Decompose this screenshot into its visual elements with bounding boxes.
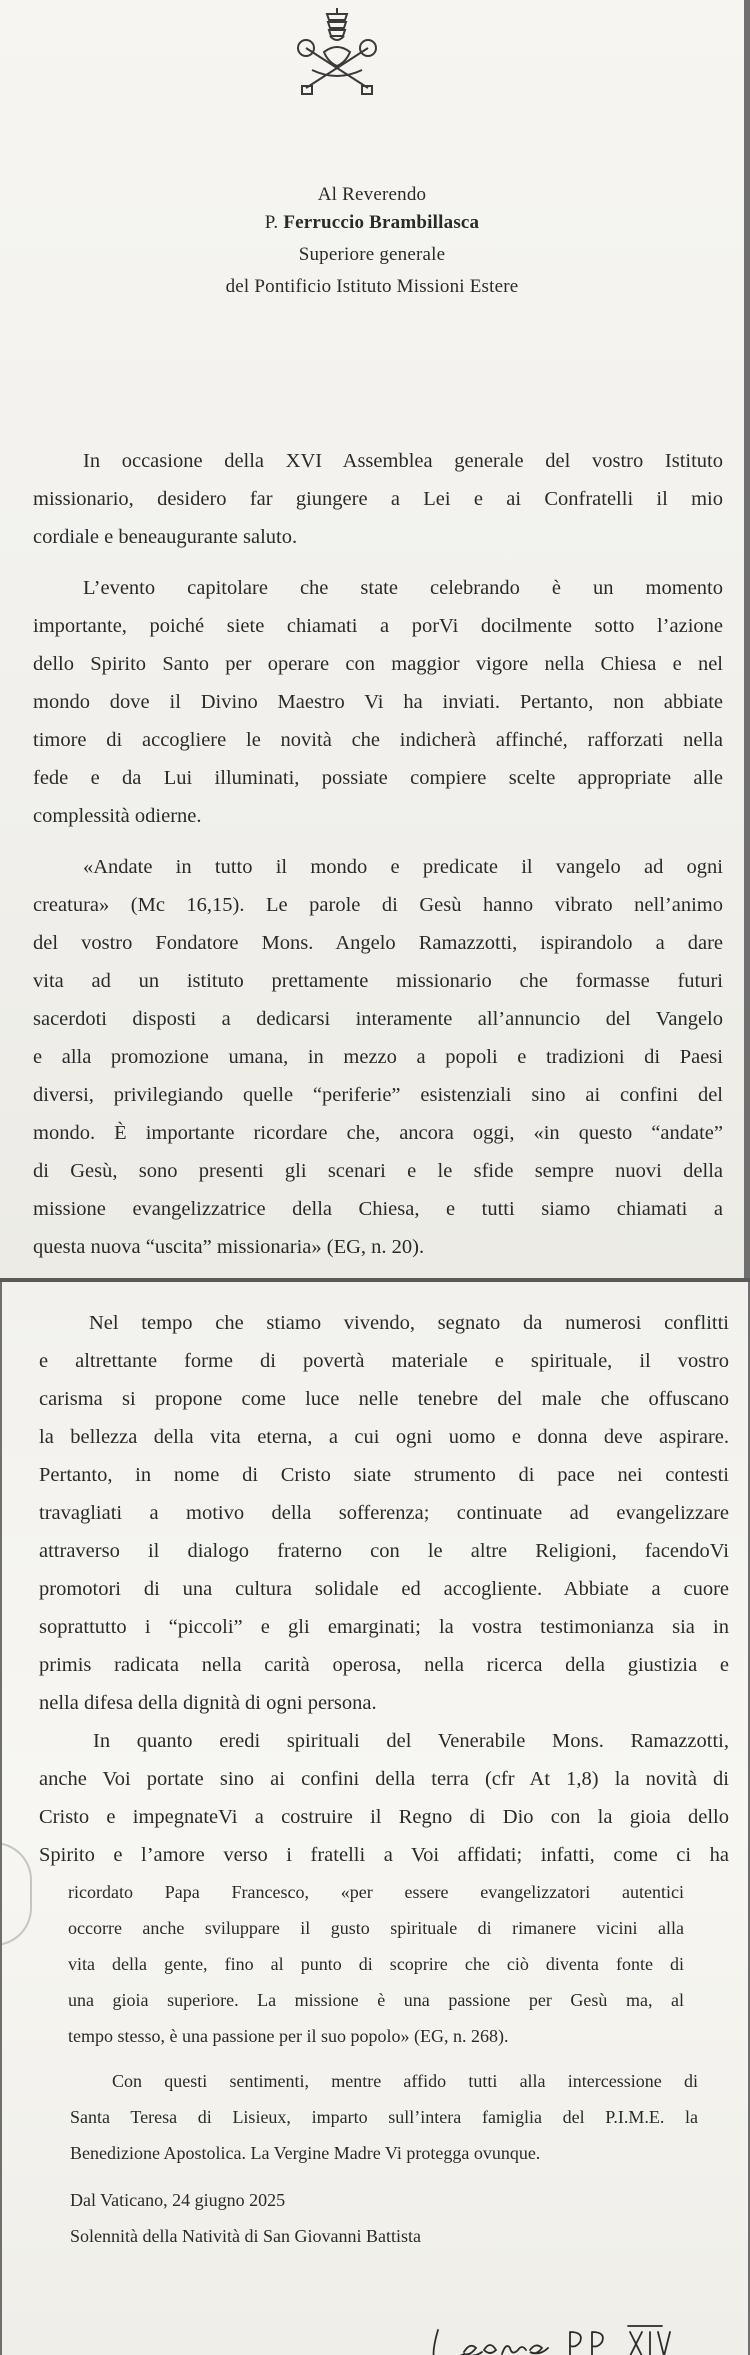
- text-line: soprattutto i “piccoli” e gli emarginati; la vostra testimonianza sia in: [39, 1616, 729, 1638]
- text-line: missione evangelizzatrice della Chiesa, e tutti siamo chiamati a: [33, 1198, 723, 1220]
- text-line: attraverso il dialogo fraterno con le altre Religioni, facendoVi: [39, 1540, 729, 1562]
- address-prefix: P.: [264, 212, 279, 233]
- text-line: fede e da Lui illuminati, possiate compiere scelte appropriate alle: [33, 767, 723, 789]
- paragraph-4: [39, 1304, 729, 1722]
- text-line: questa nuova “uscita” missionaria» (EG, n. 20).: [33, 1236, 425, 1258]
- text-line: «Andate in tutto il mondo e predicate il vangelo ad ogni: [83, 856, 723, 878]
- text-line: In occasione della XVI Assemblea generale del vostro Istituto: [83, 450, 723, 472]
- text-line: L’evento capitolare che state celebrando è un momento: [83, 577, 723, 599]
- text-line: dello Spirito Santo per operare con maggior vigore nella Chiesa e nel: [33, 653, 723, 675]
- address-line-3: Superiore generale: [298, 244, 446, 265]
- binding-ring: [2, 1842, 32, 1946]
- text-line: creatura» (Mc 16,15). Le parole di Gesù hanno vibrato nell’animo: [33, 894, 723, 916]
- paragraph-3: [33, 848, 723, 1266]
- text-line: mondo. È importante ricordare che, ancora oggi, «in questo “andate”: [33, 1122, 723, 1144]
- papal-coat-of-arms-icon: [292, 8, 382, 100]
- text-line: Spirito e l’amore verso i fratelli a Voi affidati; infatti, come ci ha: [39, 1844, 729, 1866]
- address-name: [0, 212, 744, 234]
- text-line: vita ad un istituto prettamente missionario che formasse futuri: [33, 970, 723, 992]
- text-line: Cristo e impegnateVi a costruire il Regno di Dio con la gioia dello: [39, 1806, 729, 1828]
- text-line: vita della gente, fino al punto di scoprire che ciò diventa fonte di: [68, 1954, 684, 1974]
- address-line-4: del Pontificio Istituto Missioni Estere: [225, 276, 519, 297]
- text-line: di Gesù, sono presenti gli scenari e le sfide sempre nuovi della: [33, 1160, 723, 1182]
- address-line-1: Al Reverendo: [317, 184, 427, 205]
- text-line: occorre anche sviluppare il gusto spirituale di rimanere vicini alla: [68, 1918, 684, 1938]
- signature: [420, 2312, 720, 2355]
- text-line: primis radicata nella carità operosa, nella ricerca della giustizia e: [39, 1654, 729, 1676]
- feast-line: Solennità della Natività di San Giovanni Battista: [70, 2226, 421, 2246]
- paragraph-1: [33, 442, 723, 556]
- text-line: missionario, desidero far giungere a Lei e ai Confratelli il mio: [33, 488, 723, 510]
- text-line: promotori di una cultura solidale ed accogliente. Abbiate a cuore: [39, 1578, 729, 1600]
- text-line: cordiale e beneaugurante saluto.: [33, 526, 298, 548]
- text-line: carisma si propone come luce nelle tenebre del male che offuscano: [39, 1388, 729, 1410]
- text-line: importante, poiché siete chiamati a porVi docilmente sotto l’azione: [33, 615, 723, 637]
- text-line: anche Voi portate sino ai confini della terra (cfr At 1,8) la novità di: [39, 1768, 729, 1790]
- paragraph-5: [39, 1722, 729, 1874]
- addressee-name: Ferruccio Brambillasca: [283, 212, 480, 233]
- place-date: Dal Vaticano, 24 giugno 2025: [70, 2190, 286, 2210]
- text-line: Pertanto, in nome di Cristo siate strumento di pace nei contesti: [39, 1464, 729, 1486]
- text-line: sacerdoti disposti a dedicarsi interamente all’annuncio del Vangelo: [33, 1008, 723, 1030]
- text-line: Nel tempo che stiamo vivendo, segnato da numerosi conflitti: [89, 1312, 729, 1334]
- letter-page-2: [2, 1282, 748, 2355]
- text-line: travagliati a motivo della sofferenza; continuate ad evangelizzare: [39, 1502, 729, 1524]
- text-line: diversi, privilegiando quelle “periferie” esistenziali sino ai confini del: [33, 1084, 723, 1106]
- text-line: mondo dove il Divino Maestro Vi ha inviati. Pertanto, non abbiate: [33, 691, 723, 713]
- text-line: complessità odierne.: [33, 805, 202, 827]
- paragraph-2: [33, 569, 723, 835]
- text-line: una gioia superiore. La missione è una passione per Gesù ma, al: [68, 1990, 684, 2010]
- text-line: nella difesa della dignità di ogni persona.: [39, 1692, 377, 1714]
- text-line: e alla promozione umana, in mezzo a popoli e tradizioni di Paesi: [33, 1046, 723, 1068]
- text-line: tempo stesso, è una passione per il suo popolo» (EG, n. 268).: [68, 2026, 509, 2046]
- text-line: Santa Teresa di Lisieux, imparto sull’intera famiglia del P.I.M.E. la: [70, 2107, 698, 2127]
- quotation-block: [68, 1874, 684, 2054]
- text-line: Con questi sentimenti, mentre affido tutti alla intercessione di: [112, 2071, 698, 2091]
- paragraph-6: [70, 2063, 698, 2171]
- text-line: In quanto eredi spirituali del Venerabile Mons. Ramazzotti,: [93, 1730, 729, 1752]
- text-line: la bellezza della vita eterna, a cui ogni uomo e donna deve aspirare.: [39, 1426, 729, 1448]
- text-line: Benedizione Apostolica. La Vergine Madre Vi protegga ovunque.: [70, 2143, 541, 2163]
- text-line: del vostro Fondatore Mons. Angelo Ramazzotti, ispirandolo a dare: [33, 932, 723, 954]
- text-line: ricordato Papa Francesco, «per essere evangelizzatori autentici: [68, 1882, 684, 1902]
- closing-block: [70, 2182, 690, 2254]
- text-line: timore di accogliere le novità che indicherà affinché, rafforzati nella: [33, 729, 723, 751]
- text-line: e altrettante forme di povertà materiale e spirituale, il vostro: [39, 1350, 729, 1372]
